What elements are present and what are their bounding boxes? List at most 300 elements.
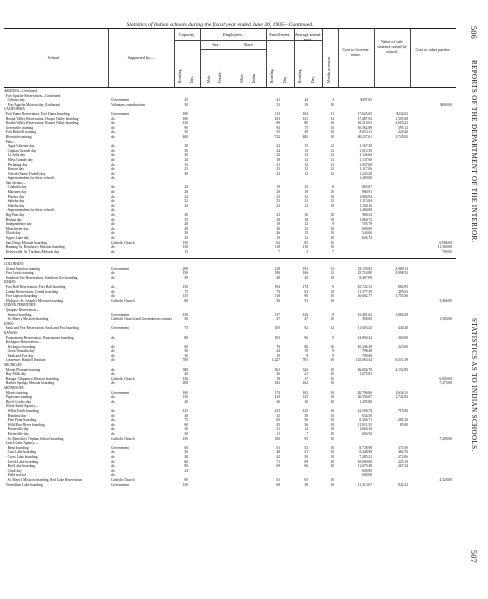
cost-government: 8,728.98	[359, 445, 372, 450]
months: 10	[330, 409, 334, 413]
months: 10	[330, 358, 334, 363]
months: 10	[330, 190, 334, 195]
enrollment: 25	[276, 167, 280, 172]
enrollment: 61	[276, 477, 280, 482]
cost-government: 25,722.13	[357, 284, 372, 289]
attendance: 14	[304, 427, 308, 432]
cost-government: 865.67	[362, 185, 372, 190]
cost-other: 7,475.00	[439, 381, 452, 386]
supported-by: Catholic Church	[111, 376, 135, 381]
months: 10	[330, 130, 334, 135]
capacity: 120	[182, 376, 188, 381]
months: 10	[330, 121, 334, 126]
months: 10	[330, 231, 334, 236]
attendance: 80	[304, 121, 308, 126]
school-name: Harbor Springs Mission boarding	[4, 381, 55, 386]
header-enrollment: Enroll-ment.	[269, 32, 291, 37]
supported-by: do	[111, 294, 115, 299]
months: 12	[330, 266, 334, 271]
header-sex: Sex.	[212, 42, 220, 47]
enrollment: 31	[276, 102, 280, 107]
page-number-bottom: 507	[469, 550, 478, 564]
school-name: Ukiah day	[4, 231, 21, 236]
value-subsistence: 482.76	[398, 450, 408, 455]
cost-government: 600.00	[362, 473, 372, 478]
cost-government: 1,604.16	[359, 427, 372, 432]
capacity: 15	[184, 249, 188, 254]
attendance: 41	[304, 450, 308, 455]
months: 10	[330, 367, 334, 372]
attendance: 65	[304, 240, 308, 245]
cost-other: $900.00	[440, 102, 452, 107]
header-value-subsistence: Value of sub-sistence raised by school.	[377, 39, 407, 54]
attendance: 12	[304, 194, 308, 199]
capacity: 28	[184, 144, 188, 149]
supported-by: do	[111, 130, 115, 135]
attendance: 98	[304, 294, 308, 299]
supported-by: do	[111, 213, 115, 218]
capacity: 30	[184, 349, 188, 354]
supported-by: do	[111, 349, 115, 354]
attendance: 12	[304, 185, 308, 190]
header-attend-day: Day.	[311, 76, 315, 83]
supported-by: do	[111, 431, 115, 436]
attendance: 12	[304, 162, 308, 167]
supported-by: do	[111, 190, 115, 195]
months: 12	[330, 271, 334, 276]
cost-other: 3,466.00	[439, 298, 452, 303]
value-subsistence: 223.00	[398, 344, 408, 349]
school-name: Clark day	[4, 468, 22, 473]
cost-government: 10,562.88	[357, 125, 372, 130]
capacity: 40	[184, 413, 188, 418]
supported-by: do	[111, 217, 115, 222]
cost-other: 11,300.00	[437, 245, 452, 250]
enrollment: 361	[274, 367, 280, 372]
enrollment: 48	[276, 275, 280, 280]
cost-government: 1,295.80	[359, 399, 372, 404]
school-name: Pechanga day	[4, 162, 28, 167]
supported-by: do	[111, 353, 115, 358]
school-name: Fort Lapwai boarding	[4, 294, 38, 299]
months: 11	[330, 111, 334, 116]
months: 12	[330, 326, 334, 331]
supported-by: do	[111, 203, 115, 208]
supported-by: do	[111, 199, 115, 204]
capacity: 30	[184, 431, 188, 436]
school-name: Fort Hall Reservation, Fort Hall boarding	[4, 284, 66, 289]
school-name: Pipestone training	[4, 395, 32, 400]
months: 9	[332, 312, 334, 317]
supported-by: Catholic Church	[111, 240, 135, 245]
school-name: San Diego Mission boarding	[4, 240, 48, 245]
school-name: Riverside training	[4, 134, 32, 139]
supported-by: do	[111, 409, 115, 413]
months: 9	[332, 353, 334, 358]
school-name: White Earth boarding	[4, 409, 39, 413]
school-name: Southern Ute Reservation, Southern Ute boarding	[4, 275, 78, 280]
attendance: 9	[306, 353, 308, 358]
cost-government: 634.50	[362, 413, 372, 418]
supported-by: do	[111, 153, 115, 158]
school-name: Potrero day	[4, 194, 25, 199]
table-row	[4, 250, 456, 255]
supported-by: do	[111, 134, 115, 139]
school-name: Independence day	[4, 222, 32, 227]
attendance: 174	[302, 284, 308, 289]
attendance: 141	[302, 116, 308, 121]
enrollment: 105	[274, 326, 280, 331]
supported-by: do	[111, 395, 115, 400]
header-enroll-day: Day.	[283, 76, 287, 83]
capacity: 75	[184, 289, 188, 294]
cost-government: 20,796.06	[357, 390, 372, 395]
cost-government: 600.00	[362, 226, 372, 231]
capacity: 24	[184, 185, 188, 190]
enrollment: 36	[276, 372, 280, 377]
enrollment: 19	[276, 376, 280, 381]
value-subsistence: 1,755.56	[395, 294, 408, 299]
cost-government: 1,225.20	[359, 171, 372, 176]
school-name: Porterville day	[4, 431, 29, 436]
attendance: 15	[304, 231, 308, 236]
months: 10	[330, 344, 334, 349]
school-name: Kelseyville, St. Turibius Mission day	[4, 249, 60, 254]
months: 10	[330, 194, 334, 199]
school-name: Grand Junction training	[4, 266, 40, 271]
supported-by: Catholic Church	[111, 298, 135, 303]
capacity: 125	[182, 409, 188, 413]
enrollment: 100	[274, 436, 280, 441]
capacity: 90	[184, 125, 188, 130]
enrollment: 56	[276, 298, 280, 303]
enrollment: 24	[276, 148, 280, 153]
cost-government: $397.65	[360, 98, 372, 103]
header-enroll-boarding: Boarding.	[270, 68, 274, 83]
attendance: 781	[302, 358, 308, 363]
supported-by: do	[111, 367, 115, 372]
attendance: 38	[304, 482, 308, 487]
supported-by: do	[111, 162, 115, 167]
capacity: 130	[182, 245, 188, 250]
attendance: 38	[304, 413, 308, 418]
attendance: 19	[304, 349, 308, 354]
school-name: San Jacinto—	[4, 180, 26, 185]
capacity: 150	[182, 240, 188, 245]
value-subsistence: 1,742.82	[395, 395, 408, 400]
attendance: 63	[304, 289, 308, 294]
school-name: St. Benedict's Orphan School boarding	[4, 436, 64, 441]
cost-other: 700.00	[442, 249, 452, 254]
capacity: 24	[184, 157, 188, 162]
capacity: 50	[184, 450, 188, 455]
enrollment: 42	[276, 454, 280, 459]
attendance: 52	[304, 445, 308, 450]
months: 10	[330, 317, 334, 322]
months: 10	[330, 203, 334, 208]
enrollment: 103	[274, 335, 280, 340]
enrollment: 22	[276, 144, 280, 149]
attendance: 21	[304, 372, 308, 377]
cost-government: 17,625.65	[357, 111, 372, 116]
enrollment: 34	[276, 217, 280, 222]
supported-by: do	[111, 185, 115, 190]
school-name: Morris training	[4, 390, 28, 395]
header-white: White.	[240, 73, 244, 83]
enrollment: 190	[274, 271, 280, 276]
capacity: 30	[184, 171, 188, 176]
months: 10	[330, 459, 334, 464]
months: 10	[330, 413, 334, 418]
months: 10	[330, 427, 334, 432]
supported-by: Government	[111, 98, 129, 103]
enrollment: 44	[276, 349, 280, 354]
months: 10	[330, 418, 334, 423]
cost-government: 11,377.29	[357, 289, 372, 294]
cost-government: 1,012.50	[359, 148, 372, 153]
capacity: 40	[184, 399, 188, 404]
cost-government: 125,063.34	[355, 358, 372, 363]
months: 9	[332, 222, 334, 227]
enrollment: 48	[276, 450, 280, 455]
months: 12	[330, 162, 334, 167]
header-school: School.	[47, 55, 61, 60]
school-name: Slickpoo, St. Joseph's Mission boarding	[4, 298, 64, 303]
supported-by: do	[111, 208, 115, 213]
supported-by: do	[111, 335, 115, 340]
capacity: 150	[182, 482, 188, 487]
school-name: Sauk and Fox day	[4, 353, 34, 358]
cost-government: 1,126.64	[359, 153, 372, 158]
enrollment: 194	[274, 284, 280, 289]
capacity: 50	[184, 130, 188, 135]
enrollment: 41	[276, 98, 280, 103]
months: 10	[330, 240, 334, 245]
supported-by: do	[111, 381, 115, 386]
value-subsistence: 2,998.53	[395, 271, 408, 276]
school-name: Lawrence: Haskell Institute	[4, 358, 46, 363]
capacity: 135	[182, 294, 188, 299]
attendance: 21	[304, 199, 308, 204]
school-name: Lemhi Reservation, Lemhi boarding	[4, 289, 59, 294]
header-employees: Employees.	[223, 32, 243, 37]
school-name: St. Mary's Mission boarding	[4, 317, 49, 322]
supported-by: Government	[111, 266, 129, 271]
capacity: 24	[184, 468, 188, 473]
enrollment: 182	[274, 381, 280, 386]
enrollment: 89	[276, 121, 280, 126]
school-name: Fort Bidwell training	[4, 130, 37, 135]
enrollment: 71	[276, 459, 280, 464]
supported-by: do	[111, 176, 115, 181]
running-head-top: REPORTS OF THE DEPARTMENT OF THE INTERIOR.	[470, 60, 478, 243]
supported-by: do	[111, 427, 115, 432]
capacity: 24	[184, 194, 188, 199]
value-subsistence: 2,988.13	[395, 266, 408, 271]
months: 10	[330, 102, 334, 107]
cost-government: 694.50	[362, 431, 372, 436]
school-name: MICHIGAN:	[4, 363, 23, 368]
cost-government: 16,602.77	[357, 294, 372, 299]
enrollment: 21	[276, 427, 280, 432]
enrollment: 21	[276, 162, 280, 167]
header-months: Months in session.	[327, 56, 331, 83]
months: 10	[330, 395, 334, 400]
attendance: 162	[302, 381, 308, 386]
supported-by: Catholic Church	[111, 436, 135, 441]
supported-by: do	[111, 236, 115, 240]
attendance: 5	[306, 249, 308, 254]
enrollment: 22	[276, 203, 280, 208]
cost-government: 25,714.80	[357, 271, 372, 276]
supported-by: Voluntary contributions	[111, 102, 145, 107]
capacity: 50	[184, 317, 188, 322]
attendance: 12	[304, 226, 308, 231]
months: 10	[330, 275, 334, 280]
attendance: 12	[304, 236, 308, 240]
attendance: 125	[302, 409, 308, 413]
capacity: 25	[184, 167, 188, 172]
capacity: 200	[182, 381, 188, 386]
school-name: Quapaw Reservation—	[4, 307, 40, 312]
cost-government: 8,407.09	[359, 275, 372, 280]
cost-government: 540.00	[362, 231, 372, 236]
attendance: 110	[302, 245, 308, 250]
enrollment: 62	[276, 240, 280, 245]
attendance: 19	[304, 102, 308, 107]
months: 10	[330, 454, 334, 459]
capacity: 30	[184, 153, 188, 158]
school-name: COLORADO:	[4, 262, 25, 266]
cost-government: 980.34	[362, 213, 372, 218]
capacity: 35	[184, 217, 188, 222]
months: 10	[330, 294, 334, 299]
attendance: 15	[304, 144, 308, 149]
school-name: Beaulieu day	[4, 413, 27, 418]
attendance: 12	[304, 148, 308, 153]
school-name: Superintendent for these schools	[4, 208, 55, 213]
school-name: Potawatomi Reservation, Potawatomi boarding	[4, 335, 74, 340]
cost-government: 14,894.34	[357, 335, 372, 340]
cost-government: 1,275.83	[359, 372, 372, 377]
enrollment: 24	[276, 153, 280, 158]
school-name: Birch Cooley day	[4, 399, 32, 404]
months: 9	[332, 335, 334, 340]
attendance: 12	[304, 222, 308, 227]
value-subsistence: 272.06	[398, 454, 408, 459]
capacity: 400	[182, 134, 188, 139]
attendance: 17	[304, 376, 308, 381]
school-name: Soboba day	[4, 203, 25, 208]
school-name: Greenville training	[4, 125, 34, 130]
header-race: Race.	[244, 42, 254, 47]
supported-by: do	[111, 249, 115, 254]
school-name: Mesa Grande day	[4, 157, 33, 162]
supported-by: Government	[111, 482, 129, 487]
school-name: Pine Point boarding	[4, 418, 37, 423]
enrollment: 18	[276, 222, 280, 227]
months: 10	[330, 399, 334, 404]
cost-government: 46,826.70	[357, 367, 372, 372]
supported-by: do	[111, 284, 115, 289]
months: 10	[330, 445, 334, 450]
enrollment: 69	[276, 482, 280, 487]
cost-government: 1,117.06	[359, 167, 372, 172]
attendance: 75	[304, 125, 308, 130]
cost-government: 600.00	[362, 468, 372, 473]
school-name: Upper Lake day	[4, 236, 29, 240]
supported-by: Catholic Church and Government contract	[111, 317, 173, 322]
school-name: Leech Lake boarding	[4, 459, 39, 464]
supported-by: do	[111, 271, 115, 276]
capacity: 28	[184, 222, 188, 227]
cost-government: 20,556.07	[357, 395, 372, 400]
enrollment: 113	[274, 111, 280, 116]
school-name: Pala—	[4, 139, 16, 144]
cost-government: 1,060.72	[359, 217, 372, 222]
months: 12	[330, 144, 334, 149]
school-name: IOWA:	[4, 321, 14, 326]
enrollment: 22	[276, 194, 280, 199]
capacity: 40	[184, 226, 188, 231]
supported-by: do	[111, 222, 115, 227]
school-name: Great Nemaha day	[4, 349, 35, 354]
attendance: 104	[302, 111, 308, 116]
attendance: 47	[304, 317, 308, 322]
attendance: 49	[304, 130, 308, 135]
header-capacity-boarding: Boarding.	[178, 68, 182, 83]
capacity: 30	[184, 427, 188, 432]
cost-other: 6,696.00	[439, 240, 452, 245]
capacity: 60	[184, 344, 188, 349]
months: 10	[330, 245, 334, 250]
months: 10	[330, 376, 334, 381]
enrollment: 133	[274, 409, 280, 413]
school-name: Kickapoo boarding	[4, 344, 36, 349]
cost-government: 1,037.68	[359, 162, 372, 167]
months: 12	[330, 171, 334, 176]
school-name: Bay Mills day	[4, 372, 27, 377]
header-indian: Indian.	[252, 72, 256, 83]
cost-government: 16,210.03	[357, 121, 372, 126]
months: 10	[330, 422, 334, 427]
capacity: 30	[184, 148, 188, 153]
supported-by: do	[111, 473, 115, 478]
supported-by: do	[111, 171, 115, 176]
capacity: 80	[184, 298, 188, 303]
months: 10	[330, 381, 334, 386]
school-name: Coahuila day	[4, 185, 27, 190]
capacity: 28	[184, 190, 188, 195]
attendance: 53	[304, 298, 308, 303]
school-name: Saboba day	[4, 199, 25, 204]
capacity: 200	[182, 266, 188, 271]
supported-by: do	[111, 245, 115, 250]
capacity: 75	[184, 418, 188, 423]
attendance: 192	[302, 266, 308, 271]
months: 12	[330, 199, 334, 204]
cost-government: 8,448.98	[359, 450, 372, 455]
cost-government: 17,487.92	[357, 116, 372, 121]
cost-other: 1,500.00	[439, 317, 452, 322]
attendance: 125	[302, 395, 308, 400]
header-attend-boarding: Boarding.	[298, 68, 302, 83]
months: 7	[332, 249, 334, 254]
months: 12	[330, 167, 334, 172]
attendance: 324	[302, 367, 308, 372]
supported-by: do	[111, 464, 115, 469]
capacity: 30	[184, 353, 188, 358]
